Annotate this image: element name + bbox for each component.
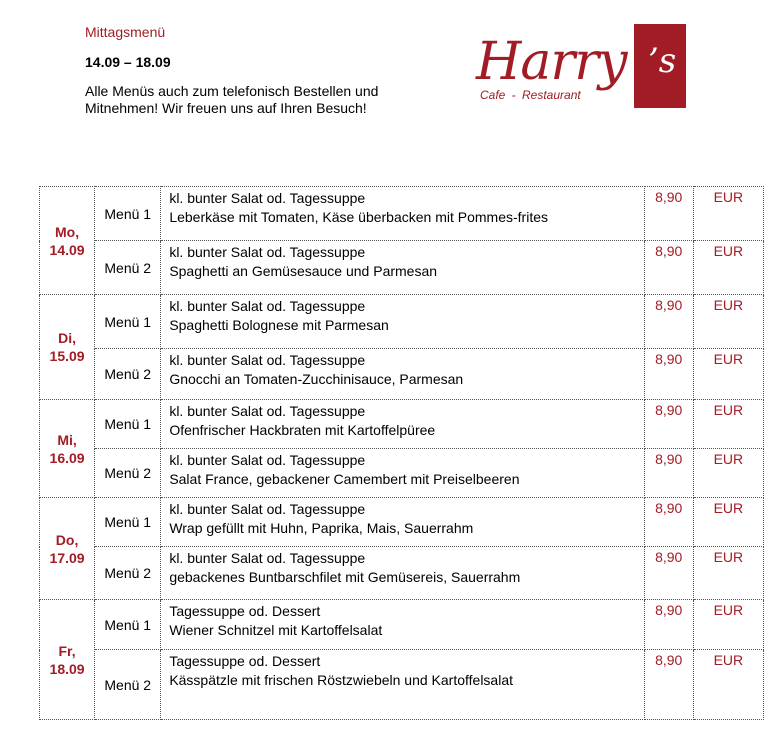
- menu-starter: Tagessuppe od. Dessert: [169, 653, 321, 669]
- menu-price: 8,90: [644, 295, 693, 349]
- table-row: [40, 600, 764, 650]
- menu-label: Menü 2: [95, 547, 161, 600]
- menu-price: 8,90: [644, 547, 693, 600]
- menu-main: Wiener Schnitzel mit Kartoffelsalat: [169, 622, 383, 638]
- menu-table: [39, 186, 764, 720]
- menu-main: Wrap gefüllt mit Huhn, Paprika, Mais, Sauerrahm: [169, 520, 474, 536]
- menu-main: Spaghetti Bolognese mit Parmesan: [169, 317, 389, 333]
- day-cell: [40, 400, 95, 498]
- day-date: 16.09: [49, 449, 85, 466]
- menu-main: gebackenes Buntbarschfilet mit Gemüsereis, Sauerrahm: [169, 569, 521, 585]
- menu-main: Salat France, gebackener Camembert mit Preiselbeeren: [169, 471, 520, 487]
- menu-currency: EUR: [693, 349, 763, 400]
- menu-label: Menü 1: [95, 600, 161, 650]
- menu-price: 8,90: [644, 650, 693, 720]
- menu-description: [161, 295, 644, 349]
- menu-description: [161, 600, 644, 650]
- table-row: [40, 449, 764, 498]
- day-name: Mo,: [55, 223, 80, 240]
- day-name: Di,: [58, 330, 77, 346]
- menu-currency: EUR: [693, 400, 763, 449]
- menu-starter: kl. bunter Salat od. Tagessuppe: [169, 190, 366, 206]
- menu-starter: kl. bunter Salat od. Tagessuppe: [169, 550, 366, 566]
- menu-currency: EUR: [693, 600, 763, 650]
- day-cell: [40, 498, 95, 600]
- menu-main: Ofenfrischer Hackbraten mit Kartoffelpüree: [169, 422, 436, 438]
- menu-main: Leberkäse mit Tomaten, Käse überbacken mit Pommes-frites: [169, 209, 548, 225]
- menu-price: 8,90: [644, 241, 693, 295]
- menu-main: Kässpätzle mit frischen Röstzwiebeln und Kartoffelsalat: [169, 672, 514, 688]
- menu-description: [161, 547, 644, 600]
- table-row: [40, 295, 764, 349]
- menu-description: [161, 449, 644, 498]
- table-row: [40, 498, 764, 547]
- day-date: 17.09: [49, 549, 85, 566]
- table-row: [40, 187, 764, 241]
- menu-price: 8,90: [644, 187, 693, 241]
- menu-starter: kl. bunter Salat od. Tagessuppe: [169, 298, 366, 314]
- day-cell: [40, 600, 95, 720]
- day-date: 15.09: [49, 348, 85, 364]
- menu-label: Menü 1: [95, 295, 161, 349]
- menu-price: 8,90: [644, 600, 693, 650]
- day-date: 14.09: [49, 241, 85, 258]
- menu-price: 8,90: [644, 349, 693, 400]
- menu-label: Menü 2: [95, 449, 161, 498]
- day-name: Do,: [55, 531, 79, 548]
- menu-starter: Tagessuppe od. Dessert: [169, 603, 321, 619]
- day-date: 18.09: [49, 660, 85, 677]
- menu-currency: EUR: [693, 187, 763, 241]
- menu-label: Menü 2: [95, 241, 161, 295]
- menu-label: Menü 2: [95, 349, 161, 400]
- logo-name: Harry: [476, 32, 627, 92]
- table-row: [40, 241, 764, 295]
- menu-currency: EUR: [693, 547, 763, 600]
- menu-starter: kl. bunter Salat od. Tagessuppe: [169, 352, 366, 368]
- menu-price: 8,90: [644, 449, 693, 498]
- menu-currency: EUR: [693, 449, 763, 498]
- day-cell: [40, 295, 95, 400]
- menu-price: 8,90: [644, 400, 693, 449]
- table-row: [40, 400, 764, 449]
- menu-currency: EUR: [693, 295, 763, 349]
- menu-description: [161, 241, 644, 295]
- menu-currency: EUR: [693, 498, 763, 547]
- menu-currency: EUR: [693, 650, 763, 720]
- menu-dates: 14.09 – 18.09: [85, 54, 171, 70]
- logo-apostrophe-s: ’s: [648, 41, 677, 81]
- table-row: [40, 650, 764, 720]
- menu-starter: kl. bunter Salat od. Tagessuppe: [169, 403, 366, 419]
- menu-price: 8,90: [644, 498, 693, 547]
- day-cell: [40, 187, 95, 295]
- menu-description: [161, 400, 644, 449]
- menu-label: Menü 2: [95, 650, 161, 720]
- menu-main: Gnocchi an Tomaten-Zucchinisauce, Parmesan: [169, 371, 464, 387]
- menu-label: Menü 1: [95, 498, 161, 547]
- menu-currency: EUR: [693, 241, 763, 295]
- menu-starter: kl. bunter Salat od. Tagessuppe: [169, 501, 366, 517]
- menu-main: Spaghetti an Gemüsesauce und Parmesan: [169, 263, 438, 279]
- restaurant-logo: [470, 24, 690, 112]
- menu-description: [161, 498, 644, 547]
- intro-text: Alle Menüs auch zum telefonisch Bestellen und Mitnehmen! Wir freuen uns auf Ihren Besuch!: [85, 83, 379, 116]
- menu-description: [161, 187, 644, 241]
- menu-description: [161, 650, 644, 720]
- day-name: Fr,: [58, 642, 76, 659]
- table-row: [40, 349, 764, 400]
- menu-title: Mittagsmenü: [85, 24, 166, 40]
- menu-starter: kl. bunter Salat od. Tagessuppe: [169, 452, 366, 468]
- logo-subtitle: Cafe - Restaurant: [480, 88, 581, 102]
- menu-label: Menü 1: [95, 400, 161, 449]
- menu-description: [161, 349, 644, 400]
- menu-starter: kl. bunter Salat od. Tagessuppe: [169, 244, 366, 260]
- day-name: Mi,: [57, 431, 77, 448]
- table-row: [40, 547, 764, 600]
- menu-label: Menü 1: [95, 187, 161, 241]
